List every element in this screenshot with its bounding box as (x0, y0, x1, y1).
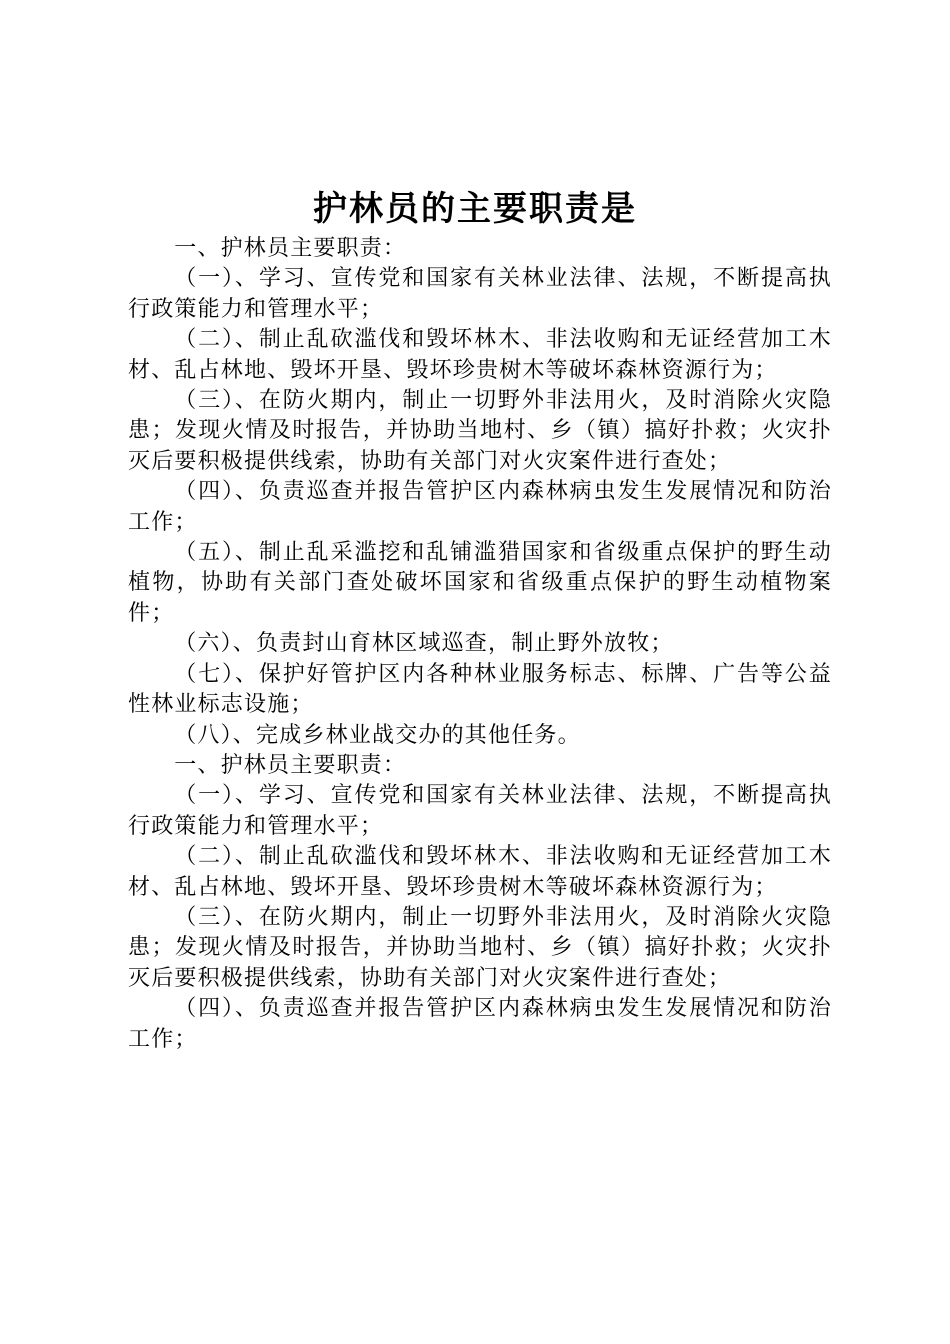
paragraph: （七）、保护好管护区内各种林业服务标志、标牌、广告等公益性林业标志设施； (128, 661, 832, 718)
paragraph: （一）、学习、宣传党和国家有关林业法律、法规，不断提高执行政策能力和管理水平； (128, 266, 832, 322)
paragraph: （五）、制止乱采滥挖和乱铺滥猎国家和省级重点保护的野生动植物，协助有关部门查处破坏国家和省级重点保护的野生动植物案件； (128, 540, 832, 626)
paragraph: 一、护林员主要职责： (174, 752, 407, 778)
paragraph: （六）、负责封山育林区域巡查，制止野外放牧； (174, 631, 674, 657)
document-body (128, 234, 832, 1055)
paragraph: （三）、在防火期内，制止一切野外非法用火，及时消除火灾隐患；发现火情及时报告，并协助当地村、乡（镇）搞好扑救；火灾扑灭后要积极提供线索，协助有关部门对火灾案件进行查处； (128, 904, 832, 991)
paragraph: （二）、制止乱砍滥伐和毁坏林木、非法收购和无证经营加工木材、乱占林地、毁坏开垦、毁坏珍贵树木等破坏森林资源行为； (128, 327, 832, 383)
paragraph: （八）、完成乡林业战交办的其他任务。 (174, 722, 581, 748)
paragraph: （四）、负责巡查并报告管护区内森林病虫发生发展情况和防治工作； (128, 479, 832, 535)
paragraph: （三）、在防火期内，制止一切野外非法用火，及时消除火灾隐患；发现火情及时报告，并协助当地村、乡（镇）搞好扑救；火灾扑灭后要积极提供线索，协助有关部门对火灾案件进行查处； (128, 388, 832, 474)
paragraph: （二）、制止乱砍滥伐和毁坏林木、非法收购和无证经营加工木材、乱占林地、毁坏开垦、毁坏珍贵树木等破坏森林资源行为； (128, 844, 832, 900)
document-title: 护林员的主要职责是 (313, 189, 637, 229)
paragraph: （四）、负责巡查并报告管护区内森林病虫发生发展情况和防治工作； (128, 996, 832, 1052)
paragraph: 一、护林员主要职责： (174, 236, 407, 261)
paragraph: （一）、学习、宣传党和国家有关林业法律、法规，不断提高执行政策能力和管理水平； (128, 783, 832, 839)
